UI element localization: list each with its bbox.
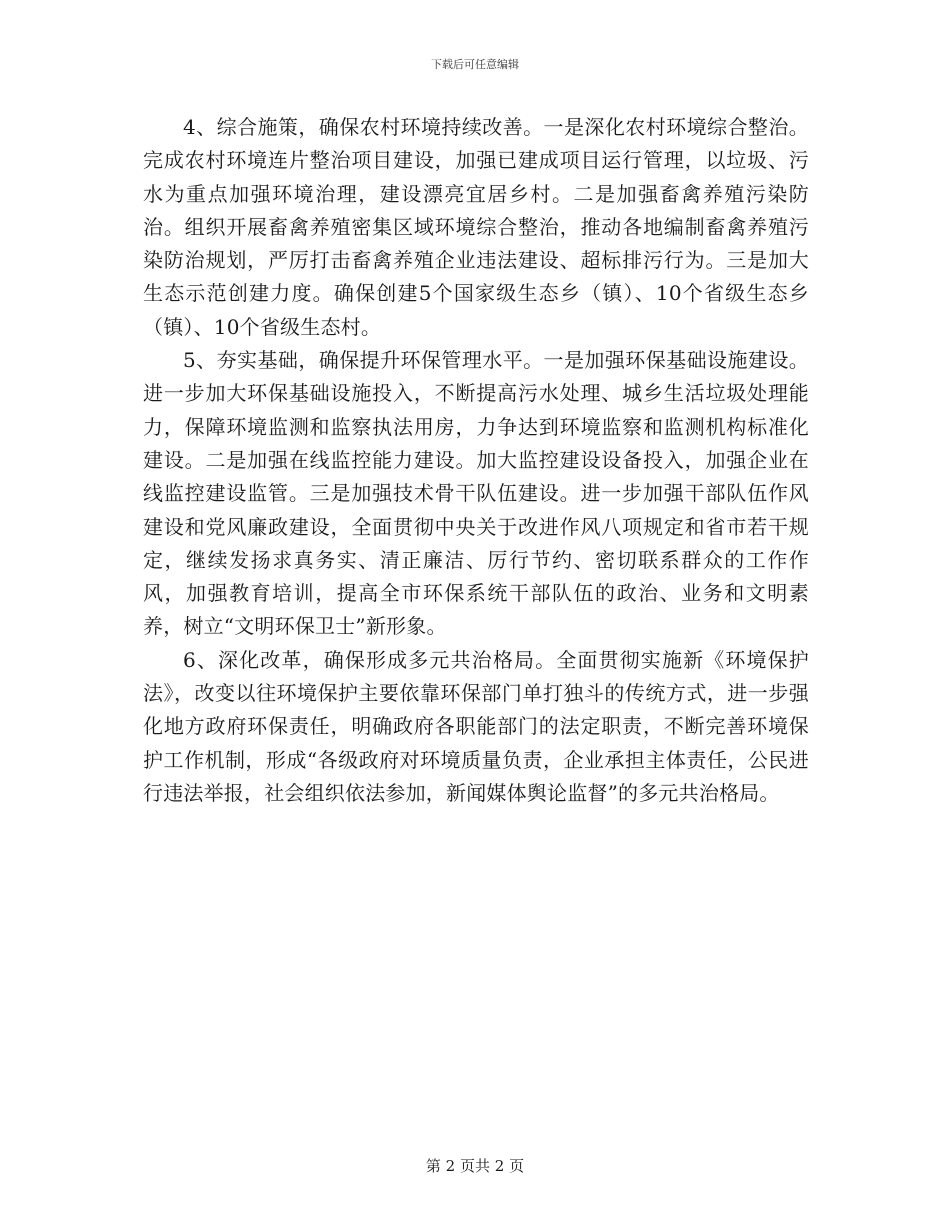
document-body — [143, 111, 809, 810]
paragraph-4: 4、综合施策，确保农村环境持续改善。一是深化农村环境综合整治。完成农村环境连片整治项目建设，加强已建成项目运行管理，以垃圾、污水为重点加强环境治理，建设漂亮宜居乡村。二是加强畜禽养殖污染防治。组织开展畜禽养殖密集区域环境综合整治，推动各地编制畜禽养殖污染防治规划，严厉打击畜禽养殖企业违法建设、超标排污行为。三是加大生态示范创建力度。确保创建5个国家级生态乡（镇）、10个省级生态乡（镇）、10个省级生态村。 — [143, 115, 809, 339]
page-number-footer: 第 2 页共 2 页 — [425, 1157, 525, 1175]
header-note: 下载后可任意编辑 — [431, 58, 519, 71]
paragraph-6: 6、深化改革，确保形成多元共治格局。全面贯彻实施新《环境保护法》，改变以往环境保护主要依靠环保部门单打独斗的传统方式，进一步强化地方政府环保责任，明确政府各职能部门的法定职责，不断完善环境保护工作机制，形成“各级政府对环境质量负责，企业承担主体责任，公民进行违法举报，社会组织依法参加，新闻媒体舆论监督”的多元共治格局。 — [143, 647, 809, 805]
paragraph-5: 5、夯实基础，确保提升环保管理水平。一是加强环保基础设施建设。进一步加大环保基础设施投入，不断提高污水处理、城乡生活垃圾处理能力，保障环境监测和监察执法用房，力争达到环境监察和监测机构标准化建设。二是加强在线监控能力建设。加大监控建设设备投入，加强企业在线监控建设监管。三是加强技术骨干队伍建设。进一步加强干部队伍作风建设和党风廉政建设，全面贯彻中央关于改进作风八项规定和省市若干规定，继续发扬求真务实、清正廉洁、厉行节约、密切联系群众的工作作风，加强教育培训，提高全市环保系统干部队伍的政治、业务和文明素养，树立“文明环保卫士”新形象。 — [143, 348, 809, 639]
